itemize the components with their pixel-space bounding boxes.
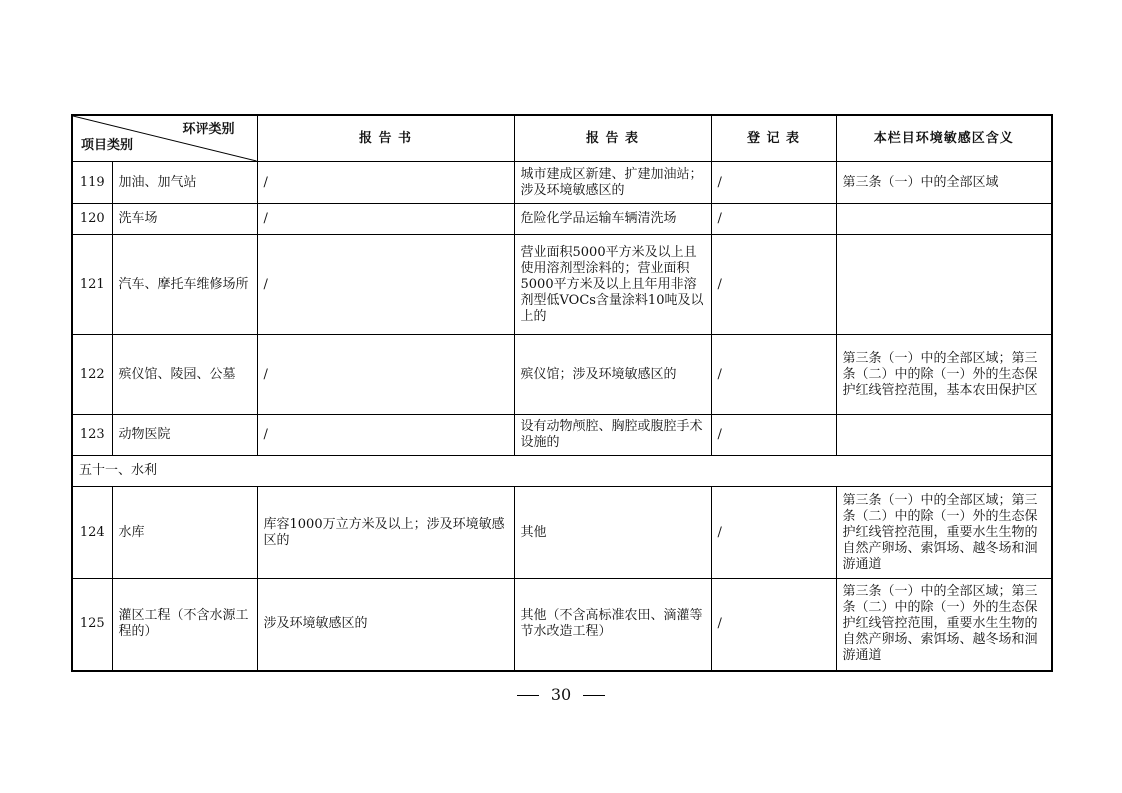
report-book-cell: / xyxy=(257,335,514,415)
project-name: 汽车、摩托车维修场所 xyxy=(112,235,257,335)
report-form-cell: 其他（不含高标准农田、滴灌等节水改造工程） xyxy=(514,579,711,671)
sensitive-cell: 第三条（一）中的全部区域；第三条（二）中的除（一）外的生态保护红线管控范围，重要水生生物的自然产卵场、索饵场、越冬场和洄游通道 xyxy=(836,487,1052,579)
table-row xyxy=(72,204,1052,235)
table-row xyxy=(72,579,1052,671)
report-form-cell: 营业面积5000平方米及以上且使用溶剂型涂料的；营业面积5000平方米及以上且年用非溶剂型低VOCs含量涂料10吨及以上的 xyxy=(514,235,711,335)
project-name: 灌区工程（不含水源工程的） xyxy=(112,579,257,671)
table-row xyxy=(72,415,1052,456)
table-row xyxy=(72,162,1052,204)
col-header-report-book: 报 告 书 xyxy=(257,115,514,162)
row-number: 121 xyxy=(72,235,112,335)
sensitive-cell xyxy=(836,235,1052,335)
sensitive-cell xyxy=(836,415,1052,456)
corner-header-top: 环评类别 xyxy=(182,122,235,137)
sensitive-cell xyxy=(836,204,1052,235)
register-cell: / xyxy=(711,204,836,235)
col-header-sensitive: 本栏目环境敏感区含义 xyxy=(836,115,1052,162)
dash-left xyxy=(517,695,539,696)
report-form-cell: 危险化学品运输车辆清洗场 xyxy=(514,204,711,235)
report-book-cell: / xyxy=(257,415,514,456)
sensitive-cell: 第三条（一）中的全部区域；第三条（二）中的除（一）外的生态保护红线管控范围，重要水生生物的自然产卵场、索饵场、越冬场和洄游通道 xyxy=(836,579,1052,671)
project-name: 洗车场 xyxy=(112,204,257,235)
report-book-cell: 涉及环境敏感区的 xyxy=(257,579,514,671)
report-form-cell: 殡仪馆；涉及环境敏感区的 xyxy=(514,335,711,415)
table-row xyxy=(72,335,1052,415)
dash-right xyxy=(583,695,605,696)
sensitive-cell: 第三条（一）中的全部区域 xyxy=(836,162,1052,204)
report-book-cell: / xyxy=(257,162,514,204)
report-book-cell: 库容1000万立方米及以上；涉及环境敏感区的 xyxy=(257,487,514,579)
project-name: 水库 xyxy=(112,487,257,579)
corner-header-cell xyxy=(72,115,257,162)
register-cell: / xyxy=(711,487,836,579)
col-header-report-form: 报 告 表 xyxy=(514,115,711,162)
row-number: 124 xyxy=(72,487,112,579)
header-row xyxy=(72,115,1052,162)
col-header-register: 登 记 表 xyxy=(711,115,836,162)
table-row xyxy=(72,487,1052,579)
row-number: 123 xyxy=(72,415,112,456)
row-number: 122 xyxy=(72,335,112,415)
register-cell: / xyxy=(711,579,836,671)
page-number: 30 xyxy=(550,685,572,704)
report-book-cell: / xyxy=(257,204,514,235)
project-name: 动物医院 xyxy=(112,415,257,456)
report-book-cell: / xyxy=(257,235,514,335)
report-form-cell: 设有动物颅腔、胸腔或腹腔手术设施的 xyxy=(514,415,711,456)
project-name: 殡仪馆、陵园、公墓 xyxy=(112,335,257,415)
report-form-cell: 城市建成区新建、扩建加油站；涉及环境敏感区的 xyxy=(514,162,711,204)
row-number: 125 xyxy=(72,579,112,671)
report-form-cell: 其他 xyxy=(514,487,711,579)
project-name: 加油、加气站 xyxy=(112,162,257,204)
section-title: 五十一、水利 xyxy=(72,456,1052,487)
register-cell: / xyxy=(711,415,836,456)
classification-table xyxy=(71,114,1053,672)
sensitive-cell: 第三条（一）中的全部区域；第三条（二）中的除（一）外的生态保护红线管控范围，基本农田保护区 xyxy=(836,335,1052,415)
register-cell: / xyxy=(711,162,836,204)
register-cell: / xyxy=(711,335,836,415)
corner-header-bottom: 项目类别 xyxy=(81,138,134,153)
row-number: 120 xyxy=(72,204,112,235)
register-cell: / xyxy=(711,235,836,335)
page-footer xyxy=(0,685,1122,704)
row-number: 119 xyxy=(72,162,112,204)
table-row xyxy=(72,235,1052,335)
section-row xyxy=(72,456,1052,487)
